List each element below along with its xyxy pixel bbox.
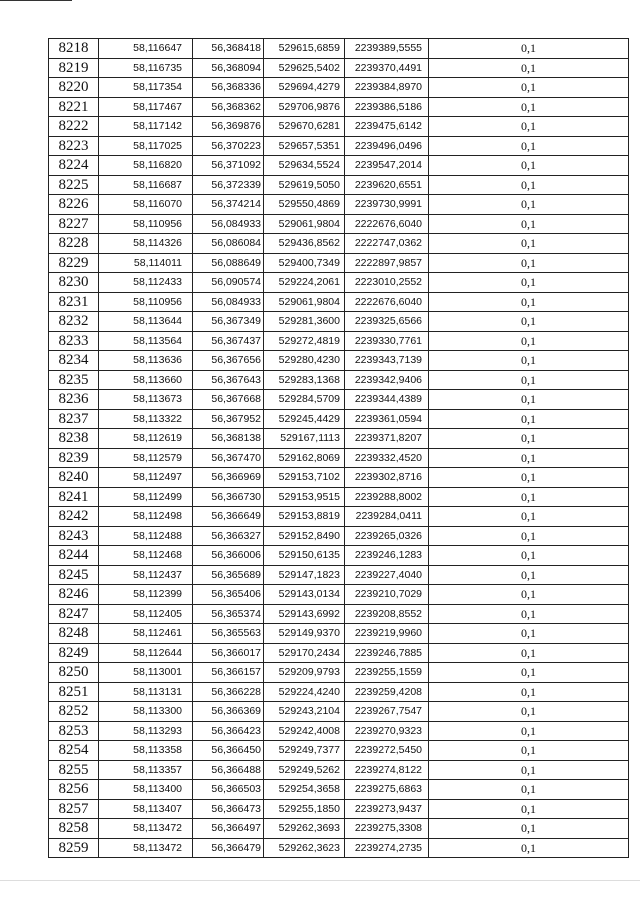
x-coordinate-cell: 529550,4869 [264, 195, 345, 215]
x-coordinate-cell: 529255,1850 [264, 799, 345, 819]
longitude-cell: 56,372339 [193, 175, 264, 195]
table-row [49, 546, 629, 566]
x-coordinate-cell: 529436,8562 [264, 234, 345, 254]
x-coordinate-cell: 529615,6859 [264, 39, 345, 59]
x-coordinate-cell: 529061,9804 [264, 292, 345, 312]
value-cell: 0,1 [429, 604, 629, 624]
latitude-cell: 58,113636 [99, 351, 193, 371]
x-coordinate-cell: 529153,7102 [264, 468, 345, 488]
latitude-cell: 58,116070 [99, 195, 193, 215]
longitude-cell: 56,366017 [193, 643, 264, 663]
y-coordinate-cell: 2239342,9406 [345, 370, 429, 390]
y-coordinate-cell: 2239496,0496 [345, 136, 429, 156]
longitude-cell: 56,368418 [193, 39, 264, 59]
point-number-cell: 8233 [49, 331, 99, 351]
table-row [49, 58, 629, 78]
table-row [49, 273, 629, 293]
value-cell: 0,1 [429, 175, 629, 195]
table-row [49, 604, 629, 624]
longitude-cell: 56,090574 [193, 273, 264, 293]
latitude-cell: 58,113400 [99, 780, 193, 800]
value-cell: 0,1 [429, 507, 629, 527]
y-coordinate-cell: 2239246,1283 [345, 546, 429, 566]
longitude-cell: 56,088649 [193, 253, 264, 273]
x-coordinate-cell: 529147,1823 [264, 565, 345, 585]
latitude-cell: 58,117025 [99, 136, 193, 156]
x-coordinate-cell: 529224,4240 [264, 682, 345, 702]
y-coordinate-cell: 2239361,0594 [345, 409, 429, 429]
point-number-cell: 8230 [49, 273, 99, 293]
value-cell: 0,1 [429, 682, 629, 702]
point-number-cell: 8246 [49, 585, 99, 605]
y-coordinate-cell: 2239219,9960 [345, 624, 429, 644]
y-coordinate-cell: 2239389,5555 [345, 39, 429, 59]
x-coordinate-cell: 529149,9370 [264, 624, 345, 644]
point-number-cell: 8220 [49, 78, 99, 98]
x-coordinate-cell: 529249,7377 [264, 741, 345, 761]
table-row [49, 663, 629, 683]
longitude-cell: 56,370223 [193, 136, 264, 156]
table-row [49, 39, 629, 59]
latitude-cell: 58,116687 [99, 175, 193, 195]
longitude-cell: 56,368138 [193, 429, 264, 449]
x-coordinate-cell: 529262,3693 [264, 819, 345, 839]
longitude-cell: 56,366497 [193, 819, 264, 839]
point-number-cell: 8227 [49, 214, 99, 234]
longitude-cell: 56,368336 [193, 78, 264, 98]
y-coordinate-cell: 2239259,4208 [345, 682, 429, 702]
x-coordinate-cell: 529262,3623 [264, 838, 345, 858]
y-coordinate-cell: 2239384,8970 [345, 78, 429, 98]
y-coordinate-cell: 2223010,2552 [345, 273, 429, 293]
table-row [49, 721, 629, 741]
x-coordinate-cell: 529245,4429 [264, 409, 345, 429]
longitude-cell: 56,365374 [193, 604, 264, 624]
coordinates-table [48, 38, 629, 858]
x-coordinate-cell: 529249,5262 [264, 760, 345, 780]
latitude-cell: 58,116647 [99, 39, 193, 59]
table-row [49, 624, 629, 644]
table-row [49, 507, 629, 527]
value-cell: 0,1 [429, 487, 629, 507]
longitude-cell: 56,086084 [193, 234, 264, 254]
longitude-cell: 56,367952 [193, 409, 264, 429]
point-number-cell: 8249 [49, 643, 99, 663]
point-number-cell: 8251 [49, 682, 99, 702]
value-cell: 0,1 [429, 468, 629, 488]
longitude-cell: 56,366327 [193, 526, 264, 546]
point-number-cell: 8248 [49, 624, 99, 644]
y-coordinate-cell: 2222897,9857 [345, 253, 429, 273]
latitude-cell: 58,117354 [99, 78, 193, 98]
latitude-cell: 58,113131 [99, 682, 193, 702]
longitude-cell: 56,365689 [193, 565, 264, 585]
y-coordinate-cell: 2222676,6040 [345, 214, 429, 234]
point-number-cell: 8258 [49, 819, 99, 839]
point-number-cell: 8239 [49, 448, 99, 468]
value-cell: 0,1 [429, 741, 629, 761]
value-cell: 0,1 [429, 234, 629, 254]
table-row [49, 312, 629, 332]
longitude-cell: 56,366228 [193, 682, 264, 702]
value-cell: 0,1 [429, 721, 629, 741]
longitude-cell: 56,366969 [193, 468, 264, 488]
point-number-cell: 8240 [49, 468, 99, 488]
longitude-cell: 56,366473 [193, 799, 264, 819]
x-coordinate-cell: 529153,8819 [264, 507, 345, 527]
table-row [49, 292, 629, 312]
point-number-cell: 8225 [49, 175, 99, 195]
table-row [49, 234, 629, 254]
latitude-cell: 58,112497 [99, 468, 193, 488]
y-coordinate-cell: 2239332,4520 [345, 448, 429, 468]
latitude-cell: 58,113300 [99, 702, 193, 722]
table-row [49, 487, 629, 507]
point-number-cell: 8244 [49, 546, 99, 566]
longitude-cell: 56,366503 [193, 780, 264, 800]
latitude-cell: 58,112498 [99, 507, 193, 527]
table-row [49, 526, 629, 546]
latitude-cell: 58,112433 [99, 273, 193, 293]
value-cell: 0,1 [429, 351, 629, 371]
longitude-cell: 56,366450 [193, 741, 264, 761]
table-row [49, 585, 629, 605]
value-cell: 0,1 [429, 565, 629, 585]
table-row [49, 78, 629, 98]
point-number-cell: 8257 [49, 799, 99, 819]
longitude-cell: 56,366423 [193, 721, 264, 741]
point-number-cell: 8234 [49, 351, 99, 371]
y-coordinate-cell: 2239275,3308 [345, 819, 429, 839]
point-number-cell: 8252 [49, 702, 99, 722]
x-coordinate-cell: 529242,4008 [264, 721, 345, 741]
latitude-cell: 58,112488 [99, 526, 193, 546]
point-number-cell: 8229 [49, 253, 99, 273]
latitude-cell: 58,112461 [99, 624, 193, 644]
table-row [49, 448, 629, 468]
latitude-cell: 58,113673 [99, 390, 193, 410]
table-row [49, 117, 629, 137]
point-number-cell: 8218 [49, 39, 99, 59]
point-number-cell: 8222 [49, 117, 99, 137]
x-coordinate-cell: 529152,8490 [264, 526, 345, 546]
value-cell: 0,1 [429, 312, 629, 332]
point-number-cell: 8231 [49, 292, 99, 312]
value-cell: 0,1 [429, 624, 629, 644]
table-row [49, 214, 629, 234]
y-coordinate-cell: 2239370,4491 [345, 58, 429, 78]
longitude-cell: 56,366479 [193, 838, 264, 858]
x-coordinate-cell: 529284,5709 [264, 390, 345, 410]
value-cell: 0,1 [429, 136, 629, 156]
table-row [49, 175, 629, 195]
longitude-cell: 56,368094 [193, 58, 264, 78]
value-cell: 0,1 [429, 156, 629, 176]
value-cell: 0,1 [429, 39, 629, 59]
value-cell: 0,1 [429, 780, 629, 800]
longitude-cell: 56,367349 [193, 312, 264, 332]
table-row [49, 97, 629, 117]
y-coordinate-cell: 2239730,9991 [345, 195, 429, 215]
value-cell: 0,1 [429, 409, 629, 429]
page-top-rule [0, 0, 72, 1]
longitude-cell: 56,084933 [193, 292, 264, 312]
y-coordinate-cell: 2239386,5186 [345, 97, 429, 117]
latitude-cell: 58,116735 [99, 58, 193, 78]
y-coordinate-cell: 2239325,6566 [345, 312, 429, 332]
point-number-cell: 8253 [49, 721, 99, 741]
point-number-cell: 8224 [49, 156, 99, 176]
latitude-cell: 58,110956 [99, 214, 193, 234]
value-cell: 0,1 [429, 838, 629, 858]
y-coordinate-cell: 2239343,7139 [345, 351, 429, 371]
point-number-cell: 8250 [49, 663, 99, 683]
x-coordinate-cell: 529143,6992 [264, 604, 345, 624]
latitude-cell: 58,116820 [99, 156, 193, 176]
value-cell: 0,1 [429, 643, 629, 663]
point-number-cell: 8247 [49, 604, 99, 624]
latitude-cell: 58,113564 [99, 331, 193, 351]
value-cell: 0,1 [429, 448, 629, 468]
value-cell: 0,1 [429, 390, 629, 410]
value-cell: 0,1 [429, 97, 629, 117]
x-coordinate-cell: 529400,7349 [264, 253, 345, 273]
latitude-cell: 58,113358 [99, 741, 193, 761]
latitude-cell: 58,113472 [99, 819, 193, 839]
point-number-cell: 8259 [49, 838, 99, 858]
y-coordinate-cell: 2239227,4040 [345, 565, 429, 585]
longitude-cell: 56,371092 [193, 156, 264, 176]
point-number-cell: 8232 [49, 312, 99, 332]
latitude-cell: 58,113357 [99, 760, 193, 780]
latitude-cell: 58,113293 [99, 721, 193, 741]
latitude-cell: 58,112405 [99, 604, 193, 624]
value-cell: 0,1 [429, 546, 629, 566]
y-coordinate-cell: 2239547,2014 [345, 156, 429, 176]
longitude-cell: 56,366006 [193, 546, 264, 566]
table-row [49, 136, 629, 156]
point-number-cell: 8243 [49, 526, 99, 546]
x-coordinate-cell: 529706,9876 [264, 97, 345, 117]
point-number-cell: 8236 [49, 390, 99, 410]
table-row [49, 799, 629, 819]
x-coordinate-cell: 529254,3658 [264, 780, 345, 800]
value-cell: 0,1 [429, 58, 629, 78]
point-number-cell: 8237 [49, 409, 99, 429]
y-coordinate-cell: 2239210,7029 [345, 585, 429, 605]
latitude-cell: 58,112499 [99, 487, 193, 507]
y-coordinate-cell: 2239270,9323 [345, 721, 429, 741]
point-number-cell: 8219 [49, 58, 99, 78]
y-coordinate-cell: 2239620,6551 [345, 175, 429, 195]
point-number-cell: 8241 [49, 487, 99, 507]
point-number-cell: 8238 [49, 429, 99, 449]
y-coordinate-cell: 2239371,8207 [345, 429, 429, 449]
value-cell: 0,1 [429, 585, 629, 605]
longitude-cell: 56,366730 [193, 487, 264, 507]
y-coordinate-cell: 2239274,8122 [345, 760, 429, 780]
x-coordinate-cell: 529634,5524 [264, 156, 345, 176]
latitude-cell: 58,114011 [99, 253, 193, 273]
y-coordinate-cell: 2222747,0362 [345, 234, 429, 254]
longitude-cell: 56,365406 [193, 585, 264, 605]
x-coordinate-cell: 529670,6281 [264, 117, 345, 137]
value-cell: 0,1 [429, 702, 629, 722]
y-coordinate-cell: 2239274,2735 [345, 838, 429, 858]
longitude-cell: 56,368362 [193, 97, 264, 117]
x-coordinate-cell: 529224,2061 [264, 273, 345, 293]
y-coordinate-cell: 2239302,8716 [345, 468, 429, 488]
longitude-cell: 56,366369 [193, 702, 264, 722]
value-cell: 0,1 [429, 195, 629, 215]
longitude-cell: 56,367470 [193, 448, 264, 468]
y-coordinate-cell: 2239267,7547 [345, 702, 429, 722]
x-coordinate-cell: 529170,2434 [264, 643, 345, 663]
point-number-cell: 8221 [49, 97, 99, 117]
x-coordinate-cell: 529150,6135 [264, 546, 345, 566]
coordinates-table-body [49, 39, 629, 858]
x-coordinate-cell: 529061,9804 [264, 214, 345, 234]
value-cell: 0,1 [429, 760, 629, 780]
x-coordinate-cell: 529153,9515 [264, 487, 345, 507]
longitude-cell: 56,369876 [193, 117, 264, 137]
table-row [49, 429, 629, 449]
latitude-cell: 58,113322 [99, 409, 193, 429]
x-coordinate-cell: 529283,1368 [264, 370, 345, 390]
longitude-cell: 56,366157 [193, 663, 264, 683]
latitude-cell: 58,113407 [99, 799, 193, 819]
y-coordinate-cell: 2239344,4389 [345, 390, 429, 410]
page-bottom-rule [0, 880, 640, 881]
y-coordinate-cell: 2239475,6142 [345, 117, 429, 137]
table-row [49, 409, 629, 429]
latitude-cell: 58,117467 [99, 97, 193, 117]
point-number-cell: 8223 [49, 136, 99, 156]
table-row [49, 760, 629, 780]
table-row [49, 643, 629, 663]
value-cell: 0,1 [429, 370, 629, 390]
y-coordinate-cell: 2239265,0326 [345, 526, 429, 546]
latitude-cell: 58,112437 [99, 565, 193, 585]
value-cell: 0,1 [429, 214, 629, 234]
table-row [49, 780, 629, 800]
latitude-cell: 58,117142 [99, 117, 193, 137]
table-row [49, 741, 629, 761]
x-coordinate-cell: 529694,4279 [264, 78, 345, 98]
point-number-cell: 8245 [49, 565, 99, 585]
table-row [49, 253, 629, 273]
y-coordinate-cell: 2239275,6863 [345, 780, 429, 800]
y-coordinate-cell: 2239208,8552 [345, 604, 429, 624]
longitude-cell: 56,365563 [193, 624, 264, 644]
table-row [49, 838, 629, 858]
value-cell: 0,1 [429, 429, 629, 449]
y-coordinate-cell: 2239284,0411 [345, 507, 429, 527]
table-row [49, 468, 629, 488]
point-number-cell: 8226 [49, 195, 99, 215]
latitude-cell: 58,113644 [99, 312, 193, 332]
y-coordinate-cell: 2239273,9437 [345, 799, 429, 819]
table-row [49, 682, 629, 702]
longitude-cell: 56,367656 [193, 351, 264, 371]
table-row [49, 331, 629, 351]
longitude-cell: 56,367643 [193, 370, 264, 390]
latitude-cell: 58,112644 [99, 643, 193, 663]
table-row [49, 565, 629, 585]
latitude-cell: 58,113472 [99, 838, 193, 858]
value-cell: 0,1 [429, 273, 629, 293]
longitude-cell: 56,374214 [193, 195, 264, 215]
y-coordinate-cell: 2222676,6040 [345, 292, 429, 312]
x-coordinate-cell: 529162,8069 [264, 448, 345, 468]
longitude-cell: 56,084933 [193, 214, 264, 234]
value-cell: 0,1 [429, 253, 629, 273]
latitude-cell: 58,112399 [99, 585, 193, 605]
value-cell: 0,1 [429, 117, 629, 137]
table-row [49, 370, 629, 390]
point-number-cell: 8254 [49, 741, 99, 761]
point-number-cell: 8255 [49, 760, 99, 780]
x-coordinate-cell: 529280,4230 [264, 351, 345, 371]
table-row [49, 390, 629, 410]
latitude-cell: 58,114326 [99, 234, 193, 254]
x-coordinate-cell: 529143,0134 [264, 585, 345, 605]
value-cell: 0,1 [429, 331, 629, 351]
longitude-cell: 56,366488 [193, 760, 264, 780]
latitude-cell: 58,113001 [99, 663, 193, 683]
x-coordinate-cell: 529209,9793 [264, 663, 345, 683]
latitude-cell: 58,110956 [99, 292, 193, 312]
y-coordinate-cell: 2239246,7885 [345, 643, 429, 663]
latitude-cell: 58,112579 [99, 448, 193, 468]
longitude-cell: 56,366649 [193, 507, 264, 527]
longitude-cell: 56,367437 [193, 331, 264, 351]
y-coordinate-cell: 2239330,7761 [345, 331, 429, 351]
table-row [49, 195, 629, 215]
latitude-cell: 58,112468 [99, 546, 193, 566]
value-cell: 0,1 [429, 78, 629, 98]
point-number-cell: 8228 [49, 234, 99, 254]
table-row [49, 351, 629, 371]
y-coordinate-cell: 2239272,5450 [345, 741, 429, 761]
latitude-cell: 58,113660 [99, 370, 193, 390]
point-number-cell: 8256 [49, 780, 99, 800]
table-row [49, 702, 629, 722]
x-coordinate-cell: 529657,5351 [264, 136, 345, 156]
x-coordinate-cell: 529243,2104 [264, 702, 345, 722]
value-cell: 0,1 [429, 292, 629, 312]
x-coordinate-cell: 529272,4819 [264, 331, 345, 351]
longitude-cell: 56,367668 [193, 390, 264, 410]
x-coordinate-cell: 529281,3600 [264, 312, 345, 332]
table-row [49, 819, 629, 839]
x-coordinate-cell: 529619,5050 [264, 175, 345, 195]
y-coordinate-cell: 2239255,1559 [345, 663, 429, 683]
table-row [49, 156, 629, 176]
point-number-cell: 8242 [49, 507, 99, 527]
latitude-cell: 58,112619 [99, 429, 193, 449]
x-coordinate-cell: 529625,5402 [264, 58, 345, 78]
value-cell: 0,1 [429, 526, 629, 546]
value-cell: 0,1 [429, 799, 629, 819]
y-coordinate-cell: 2239288,8002 [345, 487, 429, 507]
x-coordinate-cell: 529167,1113 [264, 429, 345, 449]
value-cell: 0,1 [429, 663, 629, 683]
point-number-cell: 8235 [49, 370, 99, 390]
value-cell: 0,1 [429, 819, 629, 839]
